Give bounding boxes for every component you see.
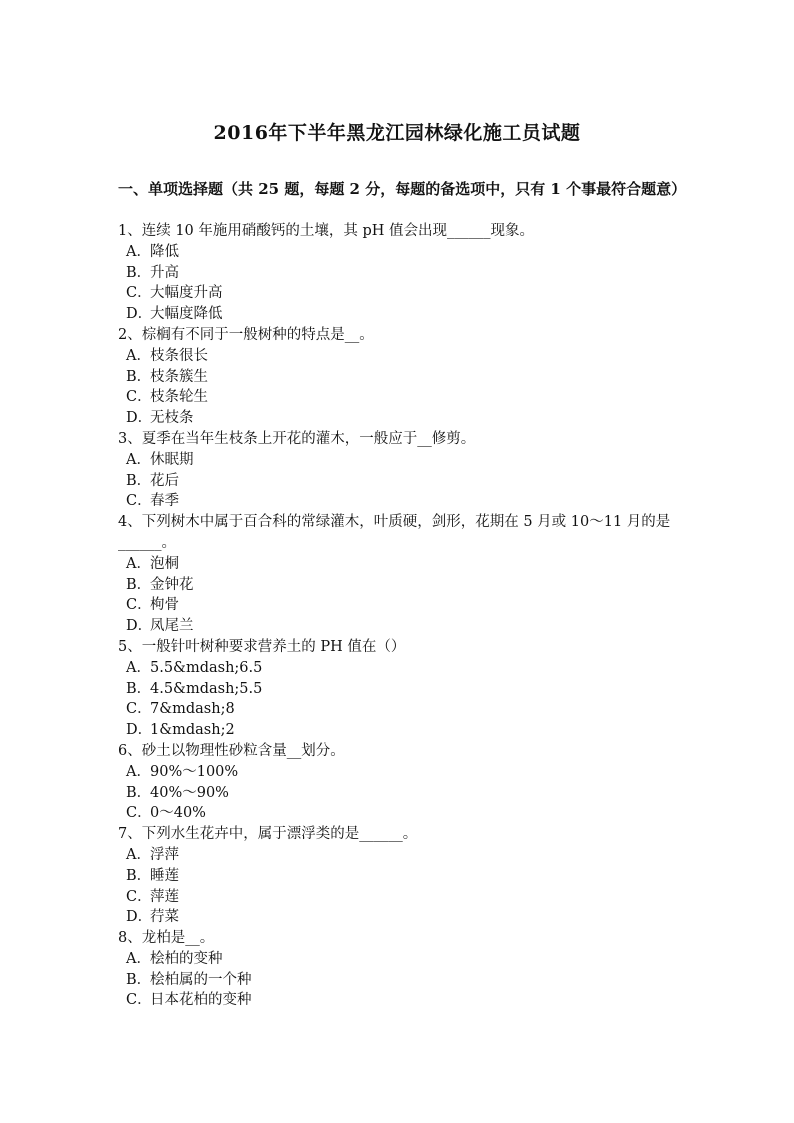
- answer-option: [118, 595, 688, 616]
- answer-option: [118, 679, 688, 700]
- question-item: [118, 928, 688, 1011]
- question-stem: 6、砂土以物理性砂粒含量__划分。: [118, 742, 345, 759]
- option-text: 枝条轮生: [150, 389, 208, 406]
- option-text: 7&mdash;8: [150, 701, 235, 718]
- option-text: 花后: [150, 472, 179, 489]
- option-text: 降低: [150, 243, 179, 260]
- answer-option: [118, 720, 688, 741]
- answer-option: [118, 845, 688, 866]
- option-text: 大幅度升高: [150, 285, 223, 302]
- answer-option: [118, 970, 688, 991]
- question-stem: 5、一般针叶树种要求营养土的 PH 值在（）: [118, 638, 406, 655]
- option-text: 枝条很长: [150, 347, 208, 364]
- answer-option: [118, 491, 688, 512]
- answer-option: [118, 907, 688, 928]
- option-label: B．: [126, 472, 152, 489]
- answer-option: [118, 450, 688, 471]
- section-heading: 一、单项选择题（共 25 题，每题 2 分，每题的备选项中，只有 1 个事最符合题意）: [118, 180, 687, 198]
- question-item: [118, 325, 688, 429]
- question-item: [118, 824, 688, 928]
- answer-option: [118, 616, 688, 637]
- option-label: B．: [126, 680, 152, 697]
- question-stem: 3、夏季在当年生枝条上开花的灌木，一般应于__修剪。: [118, 430, 476, 447]
- option-text: 大幅度降低: [150, 306, 223, 323]
- answer-option: [118, 990, 688, 1011]
- question-list: [118, 221, 688, 1011]
- document-title: 2016年下半年黑龙江园林绿化施工员试题: [213, 122, 581, 144]
- option-text: 0～40%: [150, 805, 206, 822]
- option-label: B．: [126, 971, 152, 988]
- question-stem: 1、连续 10 年施用硝酸钙的土壤，其 pH 值会出现______现象。: [118, 223, 535, 239]
- option-text: 日本花柏的变种: [150, 992, 252, 1009]
- option-label: C．: [126, 285, 152, 302]
- answer-option: [118, 658, 688, 679]
- option-label: B．: [126, 576, 152, 593]
- answer-option: [118, 699, 688, 720]
- option-text: 荇菜: [150, 909, 179, 926]
- answer-option: [118, 408, 688, 429]
- option-text: 浮萍: [150, 846, 179, 863]
- option-label: D．: [126, 618, 153, 635]
- option-text: 睡莲: [150, 867, 179, 884]
- answer-option: [118, 575, 688, 596]
- option-label: C．: [126, 493, 152, 510]
- answer-option: [118, 304, 688, 325]
- option-text: 春季: [150, 493, 179, 510]
- answer-option: [118, 242, 688, 263]
- answer-option: [118, 283, 688, 304]
- answer-option: [118, 367, 688, 388]
- option-label: C．: [126, 389, 152, 406]
- question-item: [118, 221, 688, 325]
- option-text: 升高: [150, 264, 179, 281]
- option-label: A．: [126, 243, 151, 260]
- answer-option: [118, 554, 688, 575]
- option-label: C．: [126, 888, 152, 905]
- option-label: A．: [126, 763, 151, 780]
- answer-option: [118, 263, 688, 284]
- option-text: 凤尾兰: [150, 618, 194, 635]
- option-label: A．: [126, 347, 151, 364]
- answer-option: [118, 387, 688, 408]
- question-item: [118, 429, 688, 512]
- answer-option: [118, 762, 688, 783]
- option-label: D．: [126, 306, 153, 323]
- option-label: A．: [126, 846, 151, 863]
- option-label: C．: [126, 701, 152, 718]
- answer-option: [118, 346, 688, 367]
- option-text: 萍莲: [150, 888, 179, 905]
- option-label: C．: [126, 805, 152, 822]
- option-label: B．: [126, 264, 152, 281]
- option-text: 桧柏的变种: [150, 950, 223, 967]
- question-stem: 7、下列水生花卉中，属于漂浮类的是______。: [118, 826, 418, 843]
- option-label: B．: [126, 867, 152, 884]
- option-text: 休眠期: [150, 451, 194, 468]
- option-label: D．: [126, 410, 153, 427]
- option-text: 1&mdash;2: [150, 722, 235, 739]
- option-text: 桧柏属的一个种: [150, 971, 252, 988]
- option-text: 金钟花: [150, 576, 194, 593]
- answer-option: [118, 803, 688, 824]
- option-text: 枝条簇生: [150, 368, 208, 385]
- answer-option: [118, 866, 688, 887]
- question-item: [118, 637, 688, 741]
- question-stem: 4、下列树木中属于百合科的常绿灌木，叶质硬，剑形，花期在 5 月或 10～11 月的是______。: [118, 514, 671, 551]
- option-text: 枸骨: [150, 597, 179, 614]
- option-text: 无枝条: [150, 410, 194, 427]
- option-text: 40%～90%: [150, 784, 229, 801]
- option-label: B．: [126, 784, 152, 801]
- option-label: A．: [126, 659, 151, 676]
- question-item: [118, 741, 688, 824]
- option-label: A．: [126, 451, 151, 468]
- question-item: [118, 512, 688, 637]
- option-label: A．: [126, 555, 151, 572]
- option-label: C．: [126, 597, 152, 614]
- option-label: D．: [126, 909, 153, 926]
- answer-option: [118, 887, 688, 908]
- option-text: 5.5&mdash;6.5: [150, 659, 263, 676]
- answer-option: [118, 783, 688, 804]
- answer-option: [118, 471, 688, 492]
- option-label: D．: [126, 722, 153, 739]
- question-stem: 8、龙柏是__。: [118, 930, 215, 947]
- question-stem: 2、棕榈有不同于一般树种的特点是__。: [118, 326, 374, 343]
- option-label: B．: [126, 368, 152, 385]
- option-text: 4.5&mdash;5.5: [150, 680, 263, 697]
- option-label: A．: [126, 950, 151, 967]
- option-text: 90%～100%: [150, 763, 239, 780]
- answer-option: [118, 949, 688, 970]
- option-text: 泡桐: [150, 555, 179, 572]
- option-label: C．: [126, 992, 152, 1009]
